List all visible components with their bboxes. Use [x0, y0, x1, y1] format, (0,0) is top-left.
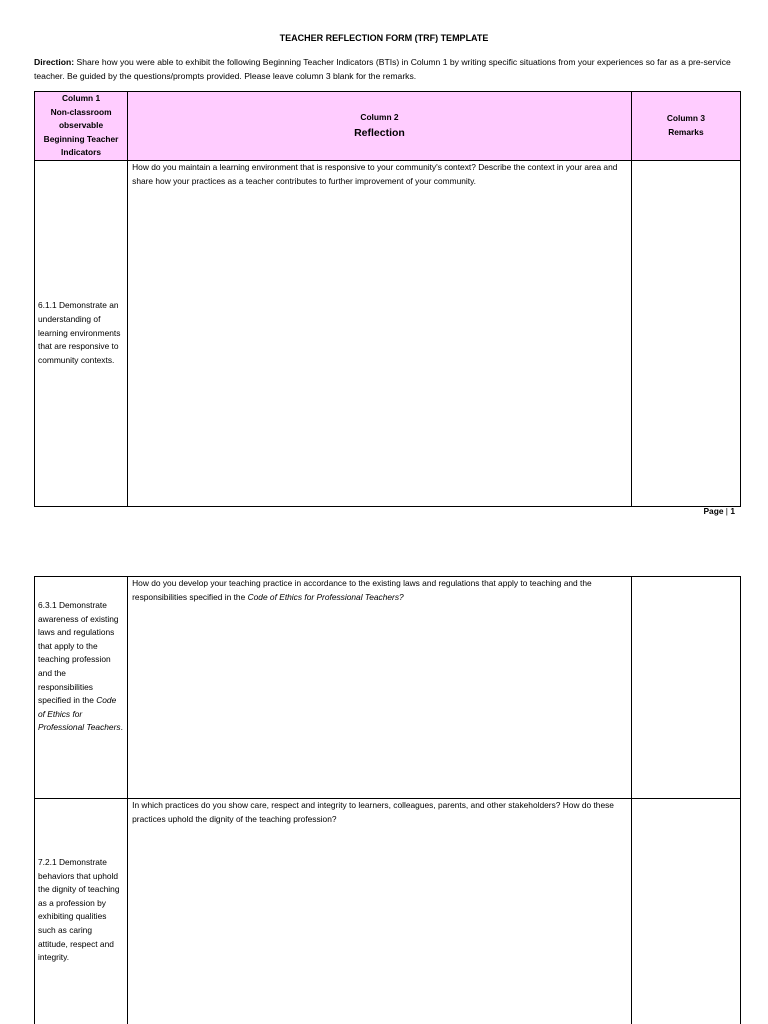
header-column-3-subtitle: Remarks: [668, 126, 704, 137]
remarks-cell[interactable]: [631, 160, 740, 506]
indicator-text: 6.1.1 Demonstrate an understanding of learning environments that are responsive to community contexts.: [38, 300, 121, 365]
page-label: Page: [703, 506, 724, 516]
indicator-cell: [35, 160, 128, 506]
reflection-cell[interactable]: [128, 799, 632, 1024]
header-column-2-subtitle: Reflection: [354, 126, 405, 139]
header-column-1: [35, 92, 128, 161]
reflection-prompt: How do you maintain a learning environment that is responsive to your community's context? Describe the context in your area and share how your practices as a teacher contributes to further improvement of your community.: [132, 161, 618, 186]
reflection-table-page-2: [34, 576, 741, 1024]
indicator-text-pre: 6.3.1 Demonstrate awareness of existing laws and regulations that apply to the teaching profession and the responsibilities specified in the: [38, 600, 119, 706]
page-number: [703, 506, 735, 516]
indicator-text-italic: Code of Ethics for Professional Teachers: [38, 695, 121, 733]
reflection-cell[interactable]: [128, 160, 632, 506]
table-header-row: [35, 92, 741, 161]
reflection-cell[interactable]: [128, 577, 632, 799]
indicator-text: 7.2.1 Demonstrate behaviors that uphold the dignity of teaching as a profession by exhibiting qualities such as caring attitude, respect and integrity.: [38, 857, 120, 963]
remarks-cell[interactable]: [631, 577, 740, 799]
page-number-value: 1: [730, 506, 735, 516]
indicator-cell: [35, 799, 128, 1024]
direction-text: Share how you were able to exhibit the following Beginning Teacher Indicators (BTIs) in Column 1 by writing specific situations from your experiences so far as a pre-service teacher. Be guided by the questions/prompts provided. Please leave column 3 blank for the remarks.: [34, 57, 731, 81]
table-row: [35, 577, 741, 799]
table-row: [35, 799, 741, 1024]
table-row: [35, 160, 741, 506]
direction-paragraph: [34, 55, 742, 83]
remarks-cell[interactable]: [631, 799, 740, 1024]
document-title: TEACHER REFLECTION FORM (TRF) TEMPLATE: [279, 33, 489, 43]
reflection-prompt-pre: How do you develop your teaching practice in accordance to the existing laws and regulations that apply to teaching and the responsibilities specified in the: [132, 578, 592, 602]
header-column-3: [631, 92, 740, 161]
page-separator: |: [723, 506, 731, 516]
header-column-2: [128, 92, 632, 161]
indicator-text-post: .: [120, 722, 123, 733]
header-column-1-subtitle: Non-classroom observable Beginning Teacher Indicators: [43, 106, 119, 158]
header-column-1-title: Column 1: [61, 93, 101, 103]
reflection-prompt-italic: Code of Ethics for Professional Teachers?: [247, 591, 404, 602]
header-column-3-title: Column 3: [666, 113, 705, 124]
header-column-2-title: Column 2: [360, 112, 399, 123]
direction-label: Direction:: [34, 57, 75, 67]
reflection-prompt: In which practices do you show care, respect and integrity to learners, colleagues, parents, and other stakeholders? How do these practices uphold the dignity of the teaching profession?: [132, 800, 614, 824]
reflection-table-page-1: [34, 91, 741, 507]
indicator-cell: [35, 577, 128, 799]
